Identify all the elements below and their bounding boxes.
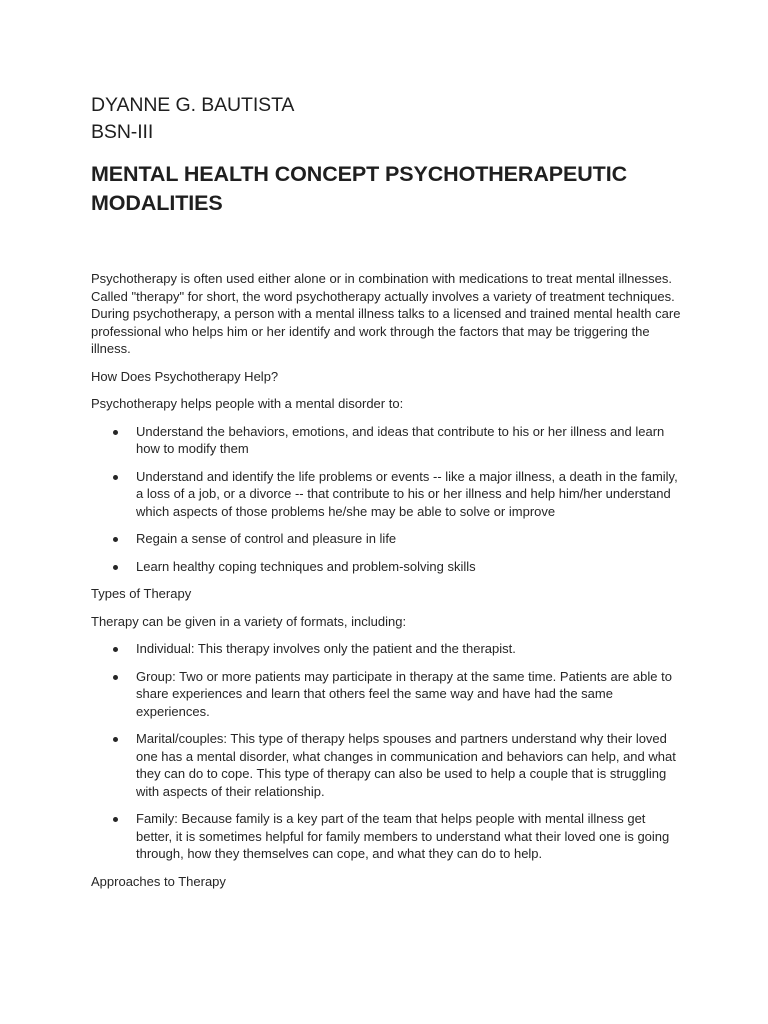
list-item-text: Understand and identify the life problems or events -- like a major illness, a death in the family, a loss of a job, or a divorce -- that contribute to his or her illness and help him/her understand which aspects of those problems he/she may be able to solve or improve (136, 468, 678, 519)
list-item-text: Understand the behaviors, emotions, and ideas that contribute to his or her illness and learn how to modify them (136, 423, 665, 456)
section-types-heading: Types of Therapy (91, 586, 192, 601)
list-item (91, 423, 683, 458)
list-item-text: Regain a sense of control and pleasure in life (136, 531, 397, 546)
list-item (91, 558, 683, 576)
intro-paragraph: Psychotherapy is often used either alone or in combination with medications to treat mental illnesses. Called "therapy" for short, the word psychotherapy actually involves a variety of treatment techniques. During psychotherapy, a person with a mental illness talks to a licensed and trained mental health care professional who helps him or her identify and work through the factors that may be triggering the illness. (91, 271, 681, 356)
bullet-icon (113, 537, 118, 542)
document-page (91, 92, 683, 890)
section-approaches-heading: Approaches to Therapy (91, 873, 226, 889)
list-item-text: Group: Two or more patients may participate in therapy at the same time. Patients are able to share experiences and learn that others feel the same way and have had the same experiences. (136, 668, 672, 719)
bullet-icon (113, 475, 118, 480)
list-item-text: Family: Because family is a key part of the team that helps people with mental illness get better, it is sometimes helpful for family members to understand what their loved one is going through, how they themselves can cope, and what they can do to help. (136, 811, 670, 861)
bullet-icon (113, 565, 118, 570)
list-item-text: Marital/couples: This type of therapy helps spouses and partners understand why their loved one has a mental disorder, what changes in communication and behaviors can help, and what they can do to cope. This type of therapy can also be used to help a couple that is struggling with aspects of their relationship. (136, 731, 676, 799)
bullet-icon (113, 675, 118, 680)
list-item (91, 468, 683, 521)
types-list (91, 640, 683, 863)
section-help-lead: Psychotherapy helps people with a mental disorder to: (91, 396, 404, 411)
bullet-icon (113, 647, 118, 652)
section-help-heading: How Does Psychotherapy Help? (91, 368, 279, 384)
list-item (91, 530, 683, 548)
list-item-text: Learn healthy coping techniques and problem-solving skills (136, 558, 476, 574)
bullet-icon (113, 737, 118, 742)
help-list (91, 423, 683, 576)
document-title: MENTAL HEALTH CONCEPT PSYCHOTHERAPEUTIC MODALITIES (91, 162, 628, 215)
list-item (91, 810, 683, 863)
list-item (91, 668, 683, 721)
course-label: BSN-III (91, 121, 154, 143)
author-name: DYANNE G. BAUTISTA (91, 94, 295, 116)
bullet-icon (113, 430, 118, 435)
list-item-text: Individual: This therapy involves only the patient and the therapist. (136, 641, 516, 656)
bullet-icon (113, 817, 118, 822)
list-item (91, 640, 683, 658)
section-types-lead: Therapy can be given in a variety of formats, including: (91, 613, 407, 629)
list-item (91, 730, 683, 800)
